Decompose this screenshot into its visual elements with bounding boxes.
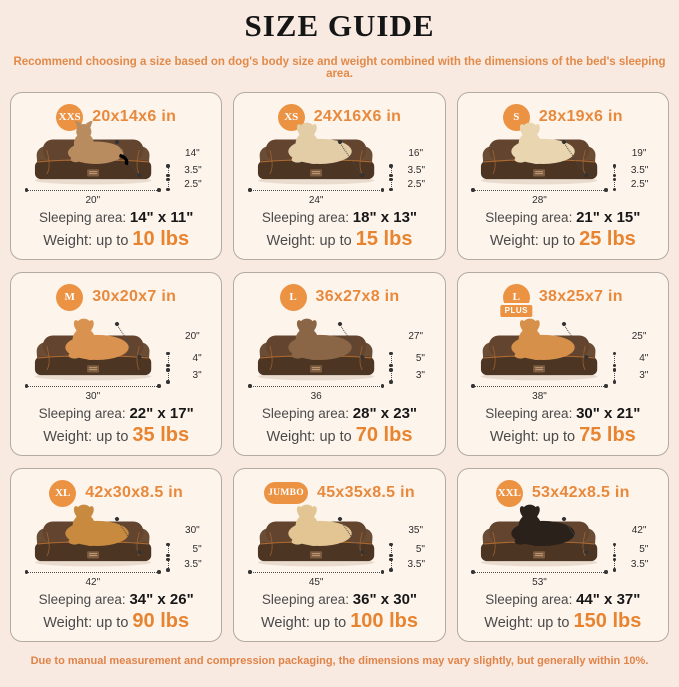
weight-value: 70 lbs (355, 424, 413, 446)
depth-measure-label: 14" (185, 147, 200, 159)
base-measure-line (168, 370, 169, 382)
sleeping-area-label: Sleeping area: (485, 591, 573, 607)
weight-value: 90 lbs (132, 610, 190, 632)
dimensions-text: 20x14x6 in (92, 108, 177, 125)
dog-silhouette (512, 319, 575, 360)
size-card-jumbo (233, 468, 445, 642)
weight-value: 150 lbs (573, 610, 642, 632)
size-badge: XXL (496, 480, 523, 507)
weight-label: Weight: (43, 233, 93, 249)
dog-silhouette (288, 123, 351, 164)
base-height-label: 3.5" (407, 559, 425, 571)
width-measure-label: 20" (85, 194, 101, 206)
base-measure-line (168, 560, 169, 570)
width-measure-line (473, 190, 605, 191)
dog-silhouette (288, 319, 351, 360)
bolster-measure-line (168, 166, 169, 175)
bolster-height-label: 3.5" (407, 165, 425, 177)
weight-value: 35 lbs (132, 424, 190, 446)
sleeping-area-value: 44" x 37" (576, 590, 641, 608)
size-badge: JUMBO (264, 482, 308, 504)
plus-ribbon: PLUS (499, 303, 534, 319)
weight-up-to: up to (542, 429, 576, 445)
sleeping-area-value: 21" x 15" (576, 208, 641, 226)
weight-value: 15 lbs (355, 228, 413, 250)
bolster-measure-line (168, 545, 169, 555)
depth-measure-label: 16" (408, 147, 424, 159)
size-badge: XL (49, 480, 76, 507)
base-height-label: 2.5" (184, 179, 202, 191)
sleeping-area-value: 34" x 26" (129, 590, 194, 608)
sleeping-area-line (262, 404, 417, 424)
base-height-label: 3" (639, 369, 649, 381)
weight-value: 25 lbs (579, 228, 636, 250)
bolster-measure-line (614, 545, 615, 555)
sleeping-area-value: 30" x 21" (576, 404, 641, 422)
size-card-xxs (10, 92, 222, 260)
sleeping-area-value: 36" x 30" (352, 590, 418, 608)
size-badge: M (56, 284, 83, 311)
weight-line (43, 227, 189, 252)
bolster-height-label: 4" (192, 352, 202, 364)
bolster-height-label: 4" (639, 352, 649, 364)
sleeping-area-label: Sleeping area: (261, 209, 349, 225)
bed-illustration (242, 508, 436, 587)
width-measure-line (473, 572, 605, 573)
weight-label: Weight: (266, 233, 316, 249)
width-measure-label: 42" (85, 576, 101, 588)
bolster-measure-line (614, 166, 615, 175)
base-height-label: 3" (415, 369, 425, 381)
size-badge: L (503, 284, 530, 311)
pet-bed-image (473, 503, 605, 569)
dimensions-text: 28x19x6 in (538, 108, 623, 125)
weight-label: Weight: (489, 233, 539, 249)
bed-illustration (19, 132, 213, 205)
depth-measure-label: 20" (185, 331, 200, 343)
depth-measure-label: 19" (631, 147, 647, 159)
weight-up-to: up to (313, 615, 347, 631)
recommendation-text: Recommend choosing a size based on dog's body size and weight combined with the dimensions of the bed's sleeping area. (13, 56, 666, 80)
bed-illustration (466, 312, 660, 401)
bed-illustration (466, 508, 660, 587)
width-measure-line (27, 190, 159, 191)
weight-up-to: up to (96, 429, 129, 445)
dog-silhouette (65, 319, 128, 360)
weight-line (43, 609, 189, 634)
card-header (56, 282, 176, 312)
width-measure-line (473, 386, 605, 387)
card-header (280, 282, 400, 312)
base-measure-line (614, 180, 615, 189)
dimensions-text: 45x35x8.5 in (317, 484, 415, 501)
dimensions-text: 36x27x8 in (315, 288, 400, 305)
bed-illustration (242, 312, 436, 401)
sleeping-area-label: Sleeping area: (485, 405, 573, 421)
dimensions-text: 38x25x7 in (538, 288, 623, 305)
bed-illustration (19, 312, 213, 401)
size-card-xxl (457, 468, 669, 642)
pet-bed-image (250, 503, 382, 569)
sleeping-area-line (39, 404, 194, 424)
size-card-l-plus (457, 272, 669, 456)
size-card-xl (10, 468, 222, 642)
base-measure-line (168, 180, 169, 189)
width-measure-label: 28" (532, 194, 547, 206)
bolster-measure-line (168, 354, 169, 366)
pet-bed-image (250, 317, 382, 383)
width-measure-label: 45" (308, 576, 324, 588)
sleeping-area-line (485, 404, 640, 424)
size-card-m (10, 272, 222, 456)
weight-label: Weight: (266, 429, 316, 445)
depth-measure-label: 30" (185, 525, 200, 537)
dimensions-text: 24X16X6 in (313, 108, 402, 125)
dog-silhouette (65, 505, 128, 546)
disclaimer-text: Due to manual measurement and compression packaging, the dimensions may vary slightly, but generally within 10%. (30, 655, 649, 667)
bolster-measure-line (391, 354, 392, 366)
sleeping-area-label: Sleeping area: (261, 591, 349, 607)
card-header (503, 282, 623, 315)
size-grid (10, 92, 669, 642)
dimensions-text: 53x42x8.5 in (531, 484, 630, 501)
width-measure-label: 36 (310, 390, 322, 402)
bolster-height-label: 3.5" (184, 165, 202, 177)
sleeping-area-line (262, 208, 417, 228)
sleeping-area-line (39, 208, 193, 228)
base-measure-line (614, 560, 615, 570)
depth-measure-label: 25" (631, 331, 647, 343)
base-height-label: 2.5" (630, 179, 649, 191)
bolster-height-label: 5" (639, 544, 649, 556)
base-height-label: 3" (192, 369, 202, 381)
bolster-height-label: 5" (192, 544, 202, 556)
sleeping-area-value: 14" x 11" (129, 208, 194, 226)
size-card-xs (233, 92, 445, 260)
width-measure-line (250, 386, 382, 387)
bolster-measure-line (614, 354, 615, 366)
weight-label: Weight: (484, 615, 534, 631)
weight-up-to: up to (96, 615, 129, 631)
depth-measure-label: 27" (408, 331, 424, 343)
depth-measure-label: 35" (408, 525, 424, 537)
pet-bed-image (250, 121, 382, 187)
sleeping-area-value: 18" x 13" (352, 208, 418, 226)
width-measure-line (27, 572, 159, 573)
depth-measure-label: 42" (631, 525, 647, 537)
weight-label: Weight: (489, 429, 539, 445)
size-badge: XXS (56, 104, 83, 131)
base-height-label: 3.5" (184, 559, 202, 571)
bolster-measure-line (391, 166, 392, 175)
weight-up-to: up to (542, 233, 576, 249)
size-badge: S (503, 104, 530, 131)
weight-label: Weight: (43, 615, 93, 631)
weight-line (490, 227, 636, 252)
bed-illustration (466, 132, 660, 205)
width-measure-label: 24" (308, 194, 324, 206)
weight-label: Weight: (260, 615, 310, 631)
sleeping-area-label: Sleeping area: (38, 591, 126, 607)
page-title: SIZE GUIDE (244, 8, 435, 43)
sleeping-area-line (485, 590, 640, 610)
width-measure-line (250, 190, 382, 191)
weight-value: 100 lbs (350, 610, 419, 632)
weight-line (484, 609, 641, 634)
sleeping-area-value: 28" x 23" (352, 404, 418, 422)
sleeping-area-value: 22" x 17" (129, 404, 194, 422)
pet-bed-image (27, 317, 159, 383)
bed-illustration (242, 132, 436, 205)
dog-silhouette (288, 505, 351, 546)
dimensions-text: 30x20x7 in (92, 288, 177, 305)
sleeping-area-line (39, 590, 194, 610)
base-measure-line (391, 370, 392, 382)
size-card-l (233, 272, 445, 456)
width-measure-line (27, 386, 159, 387)
base-measure-line (391, 180, 392, 189)
weight-line (490, 423, 636, 448)
weight-up-to: up to (96, 233, 129, 249)
weight-line (261, 609, 418, 634)
weight-label: Weight: (43, 429, 93, 445)
weight-up-to: up to (537, 615, 570, 631)
weight-value: 10 lbs (132, 228, 190, 250)
weight-value: 75 lbs (579, 424, 636, 446)
base-height-label: 3.5" (630, 559, 649, 571)
sleeping-area-label: Sleeping area: (261, 405, 349, 421)
weight-line (43, 423, 189, 448)
weight-line (267, 227, 413, 252)
size-badge-wrap (503, 284, 530, 315)
base-measure-line (391, 560, 392, 570)
base-measure-line (614, 370, 615, 382)
size-card-s (457, 92, 669, 260)
size-badge: L (280, 284, 307, 311)
dimensions-text: 42x30x8.5 in (85, 484, 184, 501)
width-measure-label: 53" (532, 576, 547, 588)
weight-up-to: up to (319, 233, 352, 249)
weight-up-to: up to (319, 429, 352, 445)
width-measure-label: 38" (532, 390, 547, 402)
sleeping-area-line (262, 590, 417, 610)
base-height-label: 2.5" (407, 179, 425, 191)
weight-line (267, 423, 413, 448)
pet-bed-image (27, 503, 159, 569)
size-badge: XS (278, 104, 305, 131)
dog-silhouette (512, 505, 575, 546)
bolster-height-label: 5" (415, 352, 425, 364)
bed-illustration (19, 508, 213, 587)
pet-bed-image (473, 317, 605, 383)
bolster-measure-line (391, 545, 392, 555)
width-measure-line (250, 572, 382, 573)
width-measure-label: 30" (85, 390, 101, 402)
sleeping-area-label: Sleeping area: (38, 405, 126, 421)
sleeping-area-line (485, 208, 640, 228)
bolster-height-label: 3.5" (630, 165, 649, 177)
sleeping-area-label: Sleeping area: (39, 209, 127, 225)
sleeping-area-label: Sleeping area: (485, 209, 573, 225)
bolster-height-label: 5" (415, 544, 425, 556)
